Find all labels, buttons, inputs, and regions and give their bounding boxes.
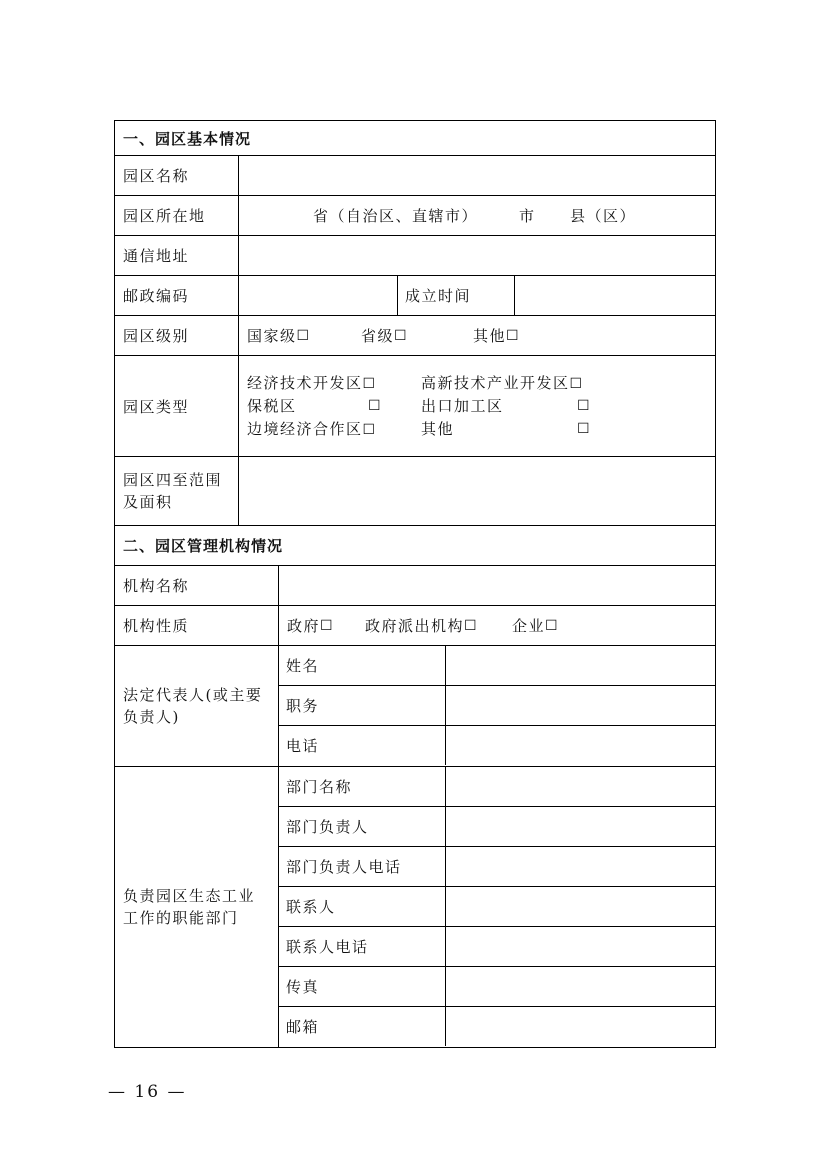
type-hitech-option[interactable]: 高新技术产业开发区☐ [421, 374, 584, 392]
legal-rep-phone-field[interactable] [446, 726, 715, 765]
legal-rep-label: 法定代表人(或主要 负责人) [123, 686, 263, 726]
contact-label: 联系人 [286, 898, 336, 916]
legal-rep-phone-label: 电话 [286, 737, 320, 755]
type-border-option[interactable]: 边境经济合作区☐ [247, 420, 377, 438]
org-nature-row [115, 605, 715, 645]
contact-row [278, 886, 715, 926]
checkbox-icon[interactable]: ☐ [320, 617, 335, 634]
checkbox-icon[interactable]: ☐ [577, 398, 592, 414]
contact-phone-row [278, 926, 715, 966]
legal-rep-title-row [278, 685, 715, 725]
contact-phone-label: 联系人电话 [286, 938, 369, 956]
section-1-header [115, 120, 715, 155]
dept-label: 负责园区生态工业 工作的职能部门 [123, 887, 256, 927]
legal-rep-name-row [278, 646, 715, 685]
section-1-title: 一、园区基本情况 [123, 129, 252, 148]
park-name-label: 园区名称 [123, 167, 190, 185]
park-scope-label: 园区四至范围 及面积 [123, 471, 223, 511]
address-field[interactable] [239, 236, 715, 275]
legal-rep-title-field[interactable] [446, 686, 715, 725]
park-level-row [115, 315, 715, 355]
park-name-row [115, 155, 715, 195]
legal-rep-name-label: 姓名 [286, 657, 320, 675]
city-text: 市 [519, 207, 536, 225]
page-number: — 16 — [108, 1082, 187, 1102]
postcode-field[interactable] [239, 276, 397, 315]
park-type-label: 园区类型 [123, 397, 190, 416]
park-type-row [115, 355, 715, 456]
established-label: 成立时间 [405, 287, 472, 305]
checkbox-icon[interactable]: ☐ [569, 376, 584, 392]
section-2-header [115, 525, 715, 565]
email-field[interactable] [446, 1007, 715, 1046]
org-name-row [115, 565, 715, 605]
fax-label: 传真 [286, 978, 320, 996]
checkbox-icon[interactable]: ☐ [368, 398, 383, 414]
nature-enterprise-option[interactable]: 企业 ☐ [512, 617, 560, 635]
org-nature-label: 机构性质 [123, 617, 190, 635]
nature-agency-option[interactable]: 政府派出机构 ☐ [365, 617, 479, 635]
legal-rep-block [115, 645, 715, 766]
type-export-label: 出口加工区 [421, 397, 504, 415]
address-label: 通信地址 [123, 247, 190, 265]
section-2-title: 二、园区管理机构情况 [123, 537, 284, 555]
checkbox-icon[interactable]: ☐ [394, 327, 409, 344]
checkbox-icon[interactable]: ☐ [506, 327, 521, 344]
dept-head-row [278, 806, 715, 846]
checkbox-icon[interactable]: ☐ [545, 617, 560, 634]
type-other-label: 其他 [421, 420, 455, 438]
fax-row [278, 966, 715, 1006]
dept-fields [278, 767, 715, 1047]
established-field[interactable] [515, 276, 715, 315]
dept-head-phone-label: 部门负责人电话 [286, 858, 402, 876]
park-location-row [115, 195, 715, 235]
level-provincial-option[interactable]: 省级 ☐ [361, 327, 409, 345]
checkbox-icon[interactable]: ☐ [362, 376, 377, 392]
park-scope-row [115, 456, 715, 525]
park-level-label: 园区级别 [123, 327, 190, 345]
postcode-row [115, 275, 715, 315]
org-name-label: 机构名称 [123, 577, 190, 595]
dept-name-field[interactable] [446, 767, 715, 806]
fax-field[interactable] [446, 967, 715, 1006]
park-scope-field[interactable] [239, 457, 715, 525]
type-economic-option[interactable]: 经济技术开发区☐ [247, 374, 377, 392]
checkbox-icon[interactable]: ☐ [464, 617, 479, 634]
legal-rep-phone-row [278, 725, 715, 765]
level-other-option[interactable]: 其他 ☐ [473, 327, 521, 345]
province-text: 省（自治区、直辖市） [313, 207, 479, 225]
checkbox-icon[interactable]: ☐ [577, 421, 592, 437]
dept-head-phone-field[interactable] [446, 847, 715, 886]
legal-rep-title-label: 职务 [286, 697, 320, 715]
legal-rep-name-field[interactable] [446, 646, 715, 685]
checkbox-icon[interactable]: ☐ [362, 422, 377, 438]
dept-name-label: 部门名称 [286, 778, 353, 796]
level-national-option[interactable]: 国家级 ☐ [247, 327, 311, 345]
checkbox-icon[interactable]: ☐ [296, 327, 311, 344]
org-name-field[interactable] [279, 566, 715, 605]
park-name-field[interactable] [239, 156, 715, 195]
park-location-label: 园区所在地 [123, 207, 206, 225]
dept-name-row [278, 767, 715, 806]
application-form [114, 120, 716, 1048]
email-label: 邮箱 [286, 1018, 320, 1036]
contact-field[interactable] [446, 887, 715, 926]
contact-phone-field[interactable] [446, 927, 715, 966]
dept-head-field[interactable] [446, 807, 715, 846]
legal-rep-fields [278, 646, 715, 766]
address-row [115, 235, 715, 275]
dept-head-label: 部门负责人 [286, 818, 369, 836]
dept-block [115, 766, 715, 1048]
nature-gov-option[interactable]: 政府 ☐ [287, 617, 335, 635]
dept-head-phone-row [278, 846, 715, 886]
postcode-label: 邮政编码 [123, 287, 190, 305]
county-text: 县（区） [570, 207, 637, 225]
email-row [278, 1006, 715, 1046]
type-bonded-label: 保税区 [247, 397, 297, 415]
